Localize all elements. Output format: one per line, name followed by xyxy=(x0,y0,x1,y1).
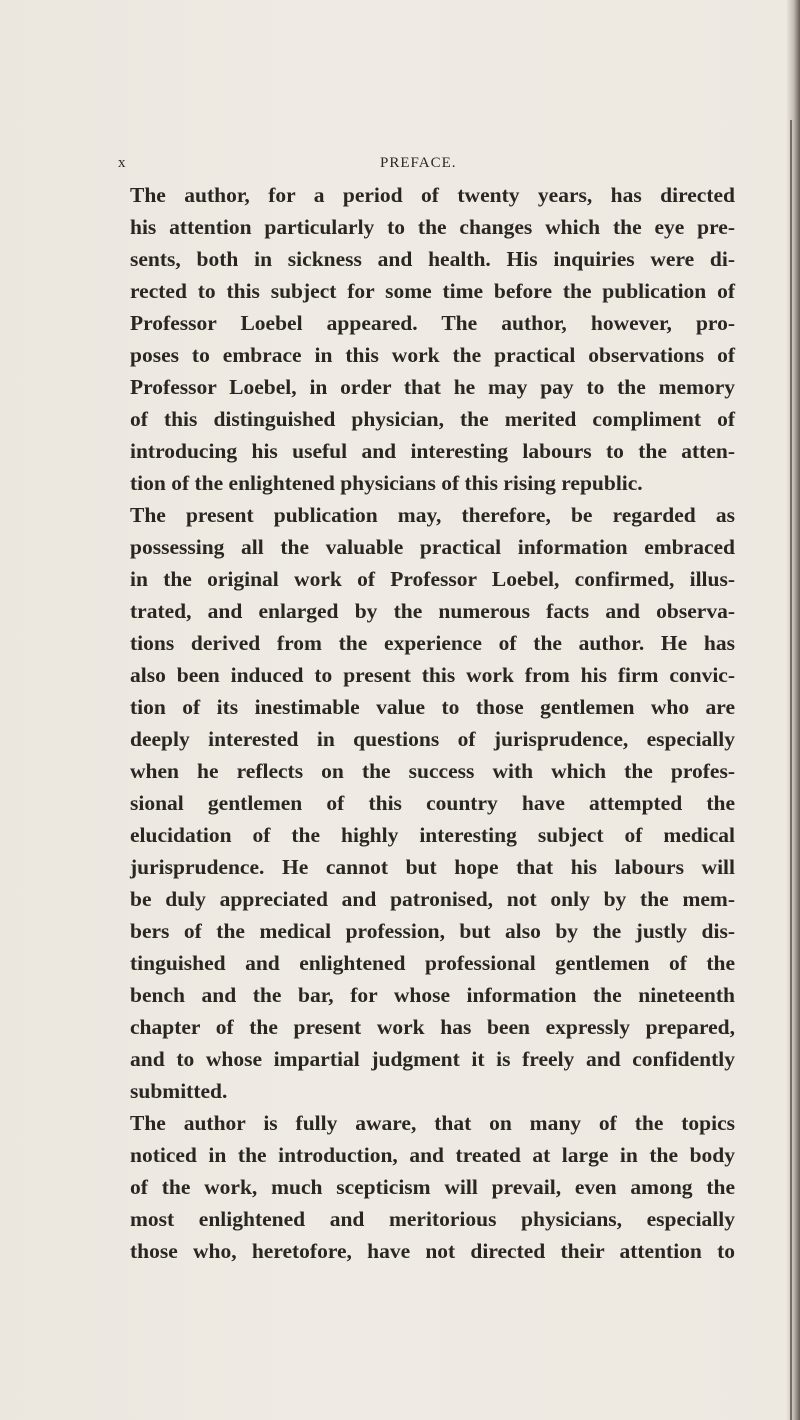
text-line: poses to embrace in this work the practical observations of xyxy=(130,343,735,367)
text-line: his attention particularly to the changes which the eye pre- xyxy=(130,215,735,239)
text-line: in the original work of Professor Loebel, confirmed, illus- xyxy=(130,567,735,591)
text-line: sents, both in sickness and health. His inquiries were di- xyxy=(130,247,735,271)
text-line: of this distinguished physician, the merited compliment of xyxy=(130,407,735,431)
text-line: tions derived from the experience of the author. He has xyxy=(130,631,735,655)
text-line: introducing his useful and interesting labours to the atten- xyxy=(130,439,735,463)
text-line: deeply interested in questions of jurisprudence, especially xyxy=(130,727,735,751)
text-line: tion of the enlightened physicians of this rising republic. xyxy=(130,471,643,495)
text-line: Professor Loebel, in order that he may pay to the memory xyxy=(130,375,735,399)
text-line: also been induced to present this work from his firm convic- xyxy=(130,663,735,687)
text-line: and to whose impartial judgment it is freely and confidently xyxy=(130,1047,735,1071)
page-edge-shadow xyxy=(786,0,800,1420)
text-line: bench and the bar, for whose information the nineteenth xyxy=(130,983,735,1007)
text-line: bers of the medical profession, but also by the justly dis- xyxy=(130,919,735,943)
text-line: noticed in the introduction, and treated at large in the body xyxy=(130,1143,735,1167)
text-line: possessing all the valuable practical information embraced xyxy=(130,535,735,559)
text-line: rected to this subject for some time before the publication of xyxy=(130,279,735,303)
text-line: jurisprudence. He cannot but hope that his labours will xyxy=(130,855,735,879)
running-head xyxy=(0,155,800,179)
text-line: submitted. xyxy=(130,1079,228,1103)
text-line: tion of its inestimable value to those gentlemen who are xyxy=(130,695,735,719)
text-line: sional gentlemen of this country have attempted the xyxy=(130,791,735,815)
text-line: be duly appreciated and patronised, not only by the mem- xyxy=(130,887,735,911)
body-text xyxy=(130,179,735,1267)
text-line: most enlightened and meritorious physicians, especially xyxy=(130,1207,735,1231)
text-line: of the work, much scepticism will prevail, even among the xyxy=(130,1175,735,1199)
text-line: The author, for a period of twenty years, has directed xyxy=(130,183,735,207)
text-line: tinguished and enlightened professional gentlemen of the xyxy=(130,951,735,975)
text-line: chapter of the present work has been expressly prepared, xyxy=(130,1015,735,1039)
text-line: Professor Loebel appeared. The author, however, pro- xyxy=(130,311,735,335)
text-line: elucidation of the highly interesting subject of medical xyxy=(130,823,735,847)
running-head-title: PREFACE. xyxy=(380,155,457,171)
page-number: x xyxy=(118,155,127,171)
text-line: The author is fully aware, that on many of the topics xyxy=(130,1111,735,1135)
text-line: trated, and enlarged by the numerous facts and observa- xyxy=(130,599,735,623)
text-line: those who, heretofore, have not directed their attention to xyxy=(130,1239,735,1263)
text-line: when he reflects on the success with which the profes- xyxy=(130,759,735,783)
text-line: The present publication may, therefore, be regarded as xyxy=(130,503,735,527)
